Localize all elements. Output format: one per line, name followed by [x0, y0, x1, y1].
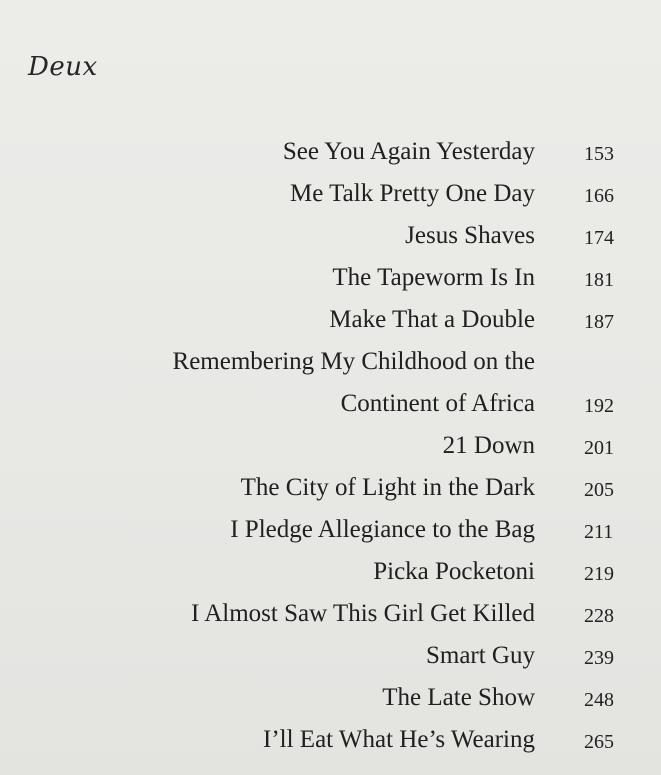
section-title: Deux: [28, 52, 98, 82]
toc-entry-page: 192: [584, 395, 614, 417]
toc-entry-title: The Tapeworm Is In: [332, 264, 535, 291]
toc-entry: [100, 510, 640, 552]
toc-entry-page: 219: [584, 563, 614, 585]
toc-entry: [100, 300, 640, 342]
toc-entry-title: Remembering My Childhood on the: [172, 348, 535, 375]
toc-entry-title: Jesus Shaves: [405, 222, 535, 249]
toc-entry-title: I Pledge Allegiance to the Bag: [230, 516, 535, 543]
toc-entry-page: 201: [584, 437, 614, 459]
toc-entry: [100, 594, 640, 636]
toc-entry: [100, 720, 640, 762]
toc-entry: [100, 636, 640, 678]
toc-entry-title: I Almost Saw This Girl Get Killed: [191, 600, 535, 627]
toc-entry-title: The Late Show: [382, 684, 535, 711]
toc-entry-page: 205: [584, 479, 614, 501]
table-of-contents: [100, 132, 640, 762]
toc-entry-title: Picka Pocketoni: [373, 558, 535, 585]
toc-entry-page: 211: [584, 521, 614, 543]
toc-entry: [100, 468, 640, 510]
toc-entry-title: Smart Guy: [425, 642, 535, 669]
toc-entry-title: The City of Light in the Dark: [240, 474, 535, 501]
toc-entry: [100, 132, 640, 174]
toc-entry-page: 239: [584, 647, 614, 669]
toc-entry-page: 181: [584, 269, 614, 291]
toc-entry-page: 265: [584, 731, 614, 753]
toc-entry-title: See You Again Yesterday: [282, 138, 535, 165]
toc-entry-title: Me Talk Pretty One Day: [290, 180, 535, 207]
toc-entry-page: 228: [584, 605, 614, 627]
toc-entry-title: Continent of Africa: [340, 390, 535, 417]
toc-entry: [100, 174, 640, 216]
toc-entry-title: 21 Down: [442, 432, 535, 459]
toc-entry-page: 174: [584, 227, 614, 249]
toc-entry: [100, 258, 640, 300]
toc-entry-page: 248: [584, 689, 614, 711]
toc-entry: [100, 552, 640, 594]
toc-entry-page: 153: [584, 143, 614, 165]
toc-entry: [100, 426, 640, 468]
toc-entry-title: Make That a Double: [329, 306, 535, 333]
toc-entry: [100, 678, 640, 720]
toc-entry: [100, 342, 640, 384]
toc-entry-title: I’ll Eat What He’s Wearing: [263, 726, 535, 753]
toc-entry: [100, 384, 640, 426]
toc-entry: [100, 216, 640, 258]
toc-entry-page: 166: [584, 185, 614, 207]
toc-entry-page: 187: [584, 311, 614, 333]
